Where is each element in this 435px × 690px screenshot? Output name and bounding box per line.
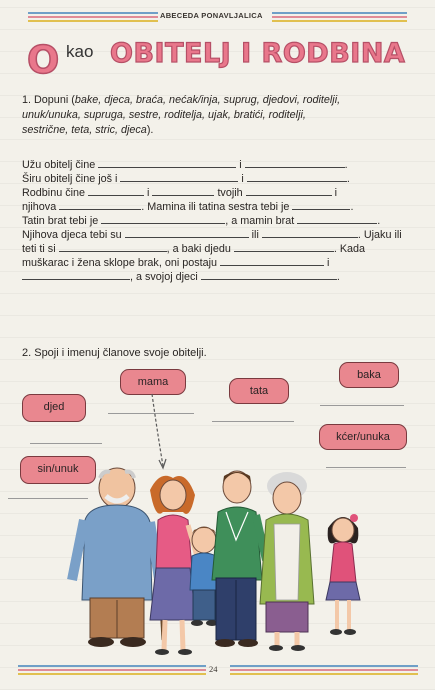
label-mama[interactable]: mama [120,369,186,395]
grandmother-figure [260,472,314,651]
footer-rule-right [230,665,418,675]
task1-line1: 1. Dopuni (bake, djeca, braća, nećak/inja, suprug, djedovi, roditelji, [22,94,341,106]
task1-line2: unuk/unuka, supruga, sestre, roditelja, ujak, bratići, roditelji, [22,109,306,121]
label-sin-unuk[interactable]: sin/unuk [20,456,96,484]
father-figure [212,471,266,647]
mother-figure [150,476,198,655]
fill-row-2: Širu obitelj čine još i i . [22,173,350,185]
page-title: OBITELJ I RODBINA [110,38,406,69]
fill-row-6: Njihova djeca tebi su ili . Ujaku ili [22,229,402,241]
grandfather-figure [72,468,163,647]
label-baka[interactable]: baka [339,362,399,388]
task1-line3: sestrične, teta, stric, djeca). [22,124,154,136]
title-kao: kao [66,42,94,61]
title-letter: O [27,38,60,82]
task2-heading: 2. Spoji i imenuj članove svoje obitelji. [22,347,207,359]
fill-row-3: Rodbinu čine i tvojih i [22,187,338,199]
fill-row-4: njihova . Mamina ili tatina sestra tebi je . [22,201,354,213]
page-number: 24 [209,664,218,674]
label-kcer-unuka[interactable]: kćer/unuka [319,424,407,450]
fill-row-5: Tatin brat tebi je , a mamin brat . [22,215,381,227]
fill-row-7: teti ti si , a baki djedu . Kada [22,243,366,255]
label-djed[interactable]: djed [22,394,86,422]
girl-figure [326,514,360,635]
fill-row-1: Užu obitelj čine i . [22,159,348,171]
fill-row-8: muškarac i žena sklope brak, oni postaju i [22,257,330,269]
footer-rule-left [18,665,206,675]
fill-row-9: , a svojoj djeci . [22,269,340,284]
header-title: ABECEDA PONAVLJALICA [160,11,263,20]
label-tata[interactable]: tata [229,378,289,404]
